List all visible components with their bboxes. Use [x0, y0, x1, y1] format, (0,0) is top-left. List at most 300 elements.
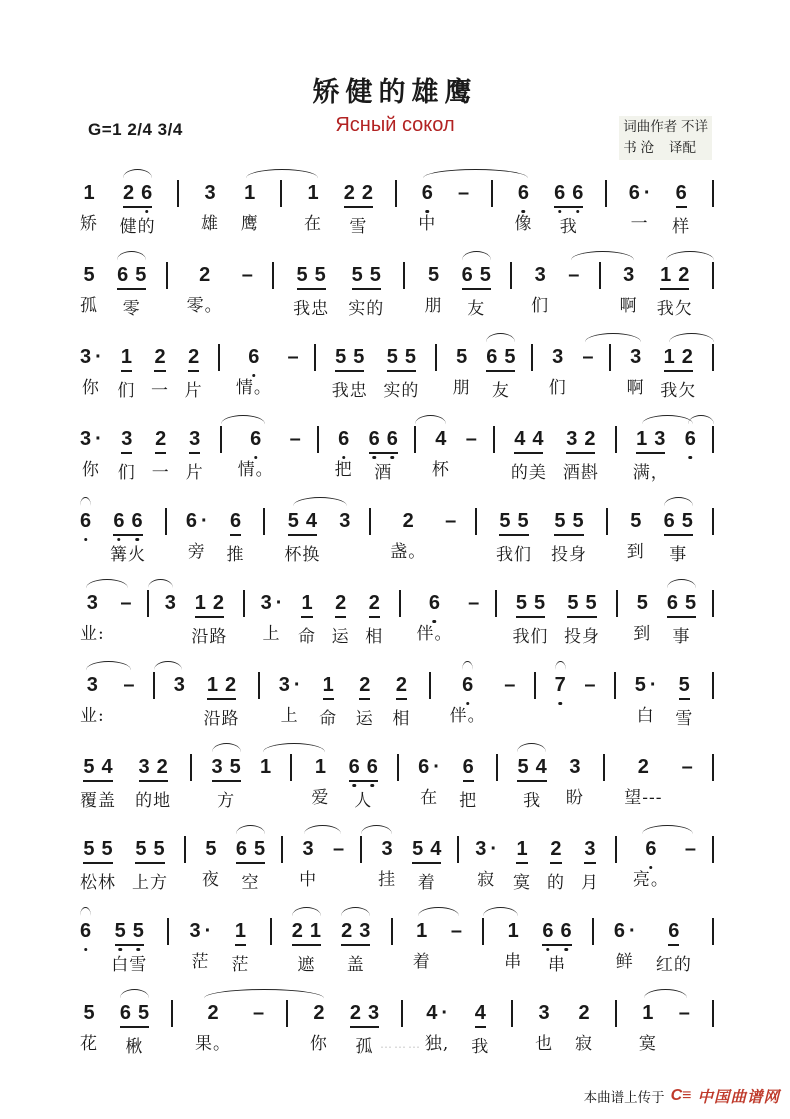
- note: 5: [479, 264, 491, 286]
- note-cell: [236, 837, 265, 893]
- barline-mark: [712, 180, 714, 207]
- note-group: [554, 181, 583, 208]
- note-group: [429, 591, 440, 615]
- barline-mark: [712, 672, 714, 699]
- note-group: [552, 345, 563, 369]
- note: 4: [514, 428, 526, 450]
- note-group: [250, 427, 261, 451]
- dash-mark: –: [123, 674, 135, 696]
- note-group: [359, 673, 370, 700]
- barline: [401, 1001, 403, 1027]
- note-cell: [203, 673, 239, 729]
- dash-cell: [287, 345, 298, 398]
- augmentation-dot: ·: [204, 920, 212, 942]
- lyric-text: 寂: [575, 1034, 594, 1054]
- barline: [171, 1001, 173, 1027]
- dash-cell: [468, 591, 479, 644]
- note: 5: [287, 510, 299, 532]
- note: 5: [83, 264, 95, 286]
- slur-arc: [236, 825, 265, 836]
- note-group: [516, 591, 545, 618]
- slur-arc: [418, 907, 460, 918]
- note: 3 ·: [80, 428, 102, 450]
- slur-arc: [462, 661, 473, 672]
- lyric-text: 我: [523, 791, 542, 811]
- lyric-text: 也: [535, 1034, 554, 1054]
- augmentation-dot: ·: [441, 1002, 449, 1024]
- dash-mark: –: [678, 1002, 690, 1024]
- note-group: [638, 755, 649, 779]
- note-group: [508, 919, 519, 943]
- note-group: [117, 263, 146, 290]
- augmentation-dot: ·: [95, 346, 102, 368]
- note: 2: [637, 756, 649, 778]
- note-cell: [549, 345, 567, 398]
- barline-mark: [615, 1000, 617, 1027]
- note: 3 ·: [278, 674, 301, 696]
- lyric-text: 在: [420, 788, 439, 808]
- lyric-text: 到: [626, 542, 645, 562]
- note-group: [428, 263, 439, 287]
- low-octave-dot: [433, 620, 437, 624]
- barline: [712, 919, 714, 945]
- note: 5: [229, 756, 241, 778]
- lyric-text: 的地: [135, 791, 172, 811]
- barline-mark: [166, 262, 168, 289]
- note-group: [248, 345, 259, 369]
- note: 4: [475, 1001, 486, 1028]
- notes-row: [80, 168, 714, 237]
- faded-smudge: ⋯⋯⋯: [380, 1040, 422, 1054]
- note: 6: [666, 592, 678, 614]
- note: 5: [412, 838, 424, 860]
- barline: [712, 345, 714, 371]
- note: 1: [660, 264, 672, 286]
- system-row: [80, 168, 714, 237]
- barline: [243, 591, 245, 617]
- note: 3 ·: [260, 592, 283, 614]
- lyric-text: 着: [412, 952, 431, 972]
- note: 6: [572, 181, 583, 205]
- lyric-text: 覆盖: [80, 791, 116, 811]
- barline: [286, 1001, 288, 1027]
- barline: [147, 591, 149, 617]
- note: 4: [435, 428, 447, 450]
- low-octave-dot: [689, 456, 693, 460]
- note: 6: [367, 755, 378, 779]
- barline: [712, 673, 714, 699]
- credit-author: 词曲作者 不详: [623, 119, 708, 134]
- note: 5: [517, 756, 529, 778]
- lyric-text: 松林: [80, 873, 116, 893]
- barline: [475, 509, 477, 535]
- slur-arc: [204, 989, 324, 1000]
- note: 4: [430, 838, 442, 860]
- note-cell: [416, 591, 452, 644]
- note-group: [121, 345, 132, 372]
- subtitle-russian: Ясный сокол: [335, 114, 455, 136]
- note: 5: [572, 510, 584, 532]
- note: 6: [668, 919, 679, 946]
- note-group: [279, 673, 301, 697]
- note-cell: [202, 837, 220, 890]
- lyric-text: 上方: [131, 873, 168, 893]
- note-cell: [471, 1001, 489, 1057]
- lyric-text: 我欠: [656, 299, 693, 319]
- note-cell: [293, 263, 329, 319]
- note-cell: [298, 591, 316, 647]
- note-cell: [319, 673, 337, 729]
- note-cell: [512, 591, 548, 647]
- note-cell: [462, 263, 491, 319]
- slur-arc: [117, 251, 146, 262]
- barline-mark: [369, 508, 371, 535]
- note-group: [645, 837, 656, 861]
- note-group: [235, 919, 246, 946]
- note-cell: [672, 181, 690, 237]
- note-group: [190, 919, 212, 943]
- note: 2: [396, 673, 407, 700]
- note-group: [301, 591, 312, 618]
- dash-mark: –: [681, 756, 693, 778]
- dash-mark: –: [445, 510, 457, 532]
- barline-mark: [606, 508, 608, 535]
- barline-mark: [491, 180, 493, 207]
- barline-mark: [493, 426, 495, 453]
- slur-arc: [517, 743, 546, 754]
- barline: [616, 591, 618, 617]
- barline-mark: [399, 590, 401, 617]
- note-group: [349, 755, 378, 782]
- note: 6: [463, 755, 474, 782]
- note: 3: [204, 182, 216, 204]
- lyric-text: 中: [418, 214, 437, 234]
- note-cell: [227, 509, 245, 565]
- note-group: [307, 181, 318, 205]
- slur-arc: [293, 497, 347, 508]
- note: 6: [141, 181, 152, 205]
- note: 2: [156, 756, 168, 778]
- lyric-text: 雪: [675, 709, 694, 729]
- note-group: [174, 673, 185, 697]
- note: 5: [404, 346, 417, 368]
- note: 3: [367, 1002, 380, 1024]
- slur-arc: [86, 579, 128, 590]
- note-cell: [486, 345, 515, 401]
- barline-mark: [614, 672, 616, 699]
- note-group: [518, 181, 529, 205]
- note-group: [369, 591, 380, 618]
- note-group: [139, 755, 168, 782]
- lyric-text: 遮: [297, 955, 316, 975]
- lyric-text: 友: [467, 299, 486, 319]
- note-group: [165, 591, 176, 615]
- lyric-text: 相: [365, 627, 384, 647]
- note: 5: [681, 510, 693, 532]
- barline: [712, 1001, 714, 1027]
- note-cell: [120, 1001, 149, 1057]
- note-cell: [555, 673, 566, 726]
- note-cell: [627, 509, 645, 562]
- note-group: [668, 919, 679, 946]
- barline-mark: [270, 918, 272, 945]
- note: 5: [153, 838, 165, 860]
- note-group: [499, 509, 528, 536]
- note-group: [83, 1001, 94, 1025]
- note-cell: [236, 345, 272, 398]
- system-row: [80, 824, 714, 893]
- dash-mark: –: [252, 1002, 265, 1024]
- note-group: [630, 509, 641, 533]
- note: 6: [462, 673, 473, 697]
- slur-arc: [642, 415, 693, 426]
- lyric-text: 上: [280, 706, 299, 726]
- barline: [712, 591, 714, 617]
- note: 3: [381, 838, 393, 860]
- lyric-text: 情。: [237, 460, 274, 480]
- lyric-text: 鹰: [240, 214, 259, 234]
- note-group: [204, 181, 215, 205]
- note: 3: [552, 346, 564, 368]
- barline-mark: [615, 836, 617, 863]
- lyric-text: 我欠: [660, 381, 697, 401]
- note-group: [87, 673, 98, 697]
- note: 6: [676, 181, 687, 208]
- low-octave-dot: [558, 702, 562, 706]
- note-group: [382, 837, 393, 861]
- note: 6: [561, 919, 572, 943]
- note-group: [514, 427, 543, 454]
- system-row: [80, 742, 714, 811]
- note: 3: [654, 428, 666, 450]
- note-cell: [341, 919, 370, 975]
- note-cell: [238, 427, 274, 480]
- lyric-text: 雪: [349, 217, 368, 237]
- augmentation-dot: ·: [200, 510, 208, 532]
- slur-arc: [304, 825, 342, 836]
- dash-mark: –: [468, 592, 480, 614]
- note-group: [685, 427, 696, 451]
- slur-arc: [571, 251, 634, 262]
- barline: [399, 591, 401, 617]
- note-cell: [627, 345, 645, 398]
- note: 1: [121, 345, 132, 372]
- note-cell: [80, 427, 102, 480]
- note-cell: [547, 837, 565, 893]
- barline: [599, 263, 601, 289]
- note-cell: [369, 427, 398, 483]
- barline: [712, 263, 714, 289]
- dash-cell: [679, 1001, 690, 1054]
- lyric-text: 我: [471, 1037, 490, 1057]
- lyric-text: 酒: [374, 463, 393, 483]
- barline: [220, 427, 222, 453]
- note: 6 ·: [613, 920, 636, 942]
- note: 3: [566, 428, 578, 450]
- note-cell: [261, 591, 283, 644]
- note: 2: [188, 345, 199, 372]
- note-group: [463, 755, 474, 782]
- lyric-text: 投身: [550, 545, 587, 565]
- note: 6: [429, 591, 440, 615]
- lyric-text: 啊: [619, 296, 638, 316]
- note-group: [567, 591, 596, 618]
- note-cell: [339, 509, 350, 562]
- barline: [167, 919, 169, 945]
- note: 3 ·: [475, 838, 498, 860]
- lyric-text: 朋: [452, 378, 471, 398]
- note: 5: [636, 592, 648, 614]
- note-group: [635, 673, 657, 697]
- note: 3: [569, 756, 581, 778]
- note-group: [475, 1001, 486, 1028]
- note-cell: [450, 673, 486, 726]
- lyric-text: 们: [548, 378, 567, 398]
- note: 5: [351, 264, 363, 286]
- barline: [263, 509, 265, 535]
- lyric-text: 一: [630, 214, 649, 234]
- note: 2: [199, 264, 211, 286]
- note: 1: [314, 756, 326, 778]
- note: 6: [461, 264, 473, 286]
- low-octave-dot: [649, 866, 653, 870]
- augmentation-dot: ·: [643, 182, 651, 204]
- low-octave-dot: [372, 456, 376, 460]
- note-cell: [356, 673, 374, 729]
- note-cell: [332, 345, 368, 401]
- lyric-text: 相: [392, 709, 411, 729]
- note: 2: [343, 182, 355, 204]
- barline-mark: [496, 754, 498, 781]
- barline-mark: [403, 262, 405, 289]
- barline-mark: [218, 344, 220, 371]
- barline: [317, 427, 319, 453]
- slur-arc: [246, 169, 318, 180]
- lyric-text: 酒斟: [562, 463, 599, 483]
- note-cell: [390, 509, 426, 562]
- note-cell: [299, 837, 317, 890]
- barline-mark: [314, 344, 316, 371]
- note: 5: [630, 510, 642, 532]
- barline: [606, 509, 608, 535]
- slur-arc: [666, 251, 714, 262]
- barline: [391, 919, 393, 945]
- note-cell: [633, 591, 651, 644]
- barline-mark: [712, 590, 714, 617]
- note-cell: [344, 181, 373, 237]
- note: 2: [155, 427, 166, 454]
- note-group: [535, 263, 546, 287]
- note-cell: [614, 919, 636, 972]
- lyric-text: 满，: [632, 463, 669, 483]
- low-octave-dot: [254, 456, 258, 460]
- slur-arc: [642, 825, 693, 836]
- barline-mark: [429, 672, 431, 699]
- barline: [615, 427, 617, 453]
- note-cell: [412, 837, 441, 893]
- low-octave-dot: [558, 210, 562, 214]
- note-group: [416, 919, 427, 943]
- note-group: [486, 345, 515, 372]
- barline: [496, 755, 498, 781]
- slur-arc: [486, 333, 515, 344]
- lyric-text: 夜: [201, 870, 220, 890]
- lyric-text: 寞: [638, 1034, 657, 1054]
- note-group: [292, 919, 321, 946]
- note-group: [539, 1001, 550, 1025]
- note: 2: [402, 510, 414, 532]
- system-row: [80, 906, 714, 975]
- note-group: [578, 1001, 589, 1025]
- note: 2: [361, 182, 373, 204]
- dash-cell: [242, 263, 253, 316]
- slur-arc: [341, 907, 370, 918]
- note-group: [212, 755, 241, 782]
- low-octave-dot: [135, 538, 139, 542]
- note-group: [542, 919, 571, 946]
- slur-arc: [423, 169, 528, 180]
- barline-mark: [317, 426, 319, 453]
- dash-cell: [685, 837, 696, 890]
- note: 7: [555, 673, 566, 697]
- barline: [712, 427, 714, 453]
- note-cell: [310, 1001, 328, 1054]
- low-octave-dot: [118, 948, 122, 952]
- lyric-text: 盖: [346, 955, 365, 975]
- lyric-text: 实的: [383, 381, 420, 401]
- note: 5: [83, 1002, 95, 1024]
- slur-arc: [644, 989, 688, 1000]
- note: 3: [121, 427, 132, 454]
- barline-mark: [165, 508, 167, 535]
- note-cell: [304, 181, 322, 234]
- note-cell: [432, 427, 450, 480]
- lyric-text: 零。: [186, 296, 223, 316]
- note: 1: [83, 182, 95, 204]
- barline-mark: [395, 180, 397, 207]
- barline-mark: [712, 508, 714, 535]
- note: 5: [335, 346, 347, 368]
- note-cell: [117, 263, 146, 319]
- note-group: [135, 837, 164, 864]
- note-group: [80, 345, 102, 369]
- note: 5: [353, 346, 365, 368]
- lyric-text: 你: [309, 1034, 328, 1054]
- lyric-text: 伴。: [449, 706, 486, 726]
- note-group: [207, 1001, 218, 1025]
- low-octave-dot: [546, 948, 550, 952]
- lyric-text: 实的: [348, 299, 385, 319]
- note: 5: [533, 592, 546, 614]
- lyric-text: 红的: [655, 955, 692, 975]
- note: 1: [194, 592, 206, 614]
- note: 6: [250, 427, 261, 451]
- lyric-text: 命: [319, 709, 338, 729]
- lyric-text: 友: [491, 381, 510, 401]
- note: 6: [235, 838, 247, 860]
- lyric-text: 孤: [80, 296, 98, 316]
- notes-row: [80, 578, 714, 647]
- note-cell: [624, 755, 662, 808]
- dash-mark: –: [241, 264, 253, 286]
- slur-arc: [664, 497, 693, 508]
- note-group: [338, 427, 349, 451]
- slur-arc: [123, 169, 152, 180]
- note-cell: [80, 509, 91, 562]
- note: 2: [207, 1002, 219, 1024]
- note-cell: [110, 509, 146, 565]
- system-row: [80, 660, 714, 729]
